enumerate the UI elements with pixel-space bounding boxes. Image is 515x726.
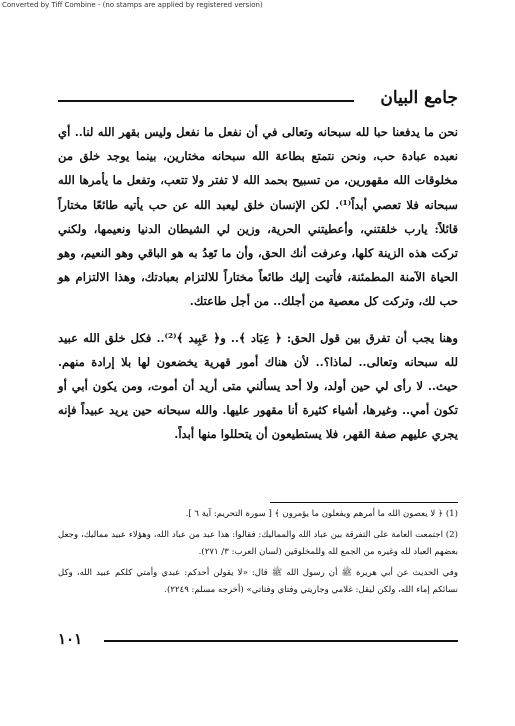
footnote-1: (1) ﴿ لا يعصون الله ما أمرهم ويفعلون ما يؤمرون ﴾ [ سورة التحريم: آية ٦ ]. (185, 509, 458, 519)
footnote-2-hadith: وفي الحديث عن أبي هريرة ﷺ أن رسول الله ﷺ قال: «لا يقولن أحدكم: عبدي وأمتي كلكم عبيد الله، وكل نسائكم إماء الله، ولكن ليقل: غلامي وجاريتي وفتاي وفتاتي» (أخرجه مسلم: ٢٢٤٩). (58, 567, 458, 595)
main-text (58, 120, 458, 447)
footnote-2: (2) اجتمعت العامة على التفرقة بين عباد الله والمماليك: فقالوا: هذا عبد من عباد الله، وهؤلاء عبيد مماليك، وجعل بعضهم العباد لله وغيره من الجمع لله وللمخلوقين (لسان العرب: ٣/ ٢٧١). (58, 529, 458, 557)
watermark-text: Converted by Tiff Combine - (no stamps are applied by registered version) (2, 1, 263, 9)
page-number: ١٠١ (58, 630, 83, 648)
page-header (58, 88, 458, 114)
footnotes (58, 506, 458, 603)
body-paragraph: نحن ما يدفعنا حبا لله سبحانه وتعالى في أن نفعل ما نفعل وليس بقهر الله لنا.. أي نعبده عبادة حب، ونحن نتمتع بطاعة الله سبحانه مختارين، بينما يوجد خلق من مخلوقات الله مقهورين، من تسبيح بحمد الله لا تفتر ولا تتعب، وتفعل ما يأمرها الله سبحانه فلا تعصي أبداً⁽¹⁾. لكن الإنسان خلق ليعبد الله عن حب يأتيه طائعًا مختاراً قائلاً: يارب خلقتني، وأعطيتني الحرية، وزين لي الشيطان الدنيا ونعيمها، ولكني تركت هذه الزينة كلها، وعرفت أنك الحق، وأن ما تَعِدُ به هو الباقي وهو النعيم، وهو الحياة الآمنة المطمئنة، فأتيت إليك طائعاً مختاراً للالتزام بعبادتك، وهذا الالتزام هو حب لك، وتركت كل معصية من أجلك.. من أجل طاعتك. (58, 125, 458, 309)
running-title: جامع البيان (380, 88, 458, 108)
body-paragraph: وهنا يجب أن تفرق بين قول الحق: ﴿ عِبَاد ﴾.. و﴿ عَبِيد ﴾⁽²⁾.. فكل خلق الله عبيد لله سبحانه وتعالى.. لماذا؟.. لأن هناك أمور قهرية يخضعون لها بلا إرادة منهم. حيث.. لا رأى لي حين أولد، ولا أحد يسألني متى أريد أن أموت، ومن يكون أبي أو تكون أمي.. وغيرها، أشياء كثيرة أنا مقهور عليها. والله سبحانه حين يريد عبيداً فإنه يجري عليهم صفة القهر، فلا يستطيعون أن يتحللوا منها أبداً. (58, 330, 458, 442)
footnote-separator (270, 502, 458, 503)
footer-rule (104, 640, 458, 642)
header-rule (58, 100, 354, 102)
page-footer (58, 630, 458, 650)
